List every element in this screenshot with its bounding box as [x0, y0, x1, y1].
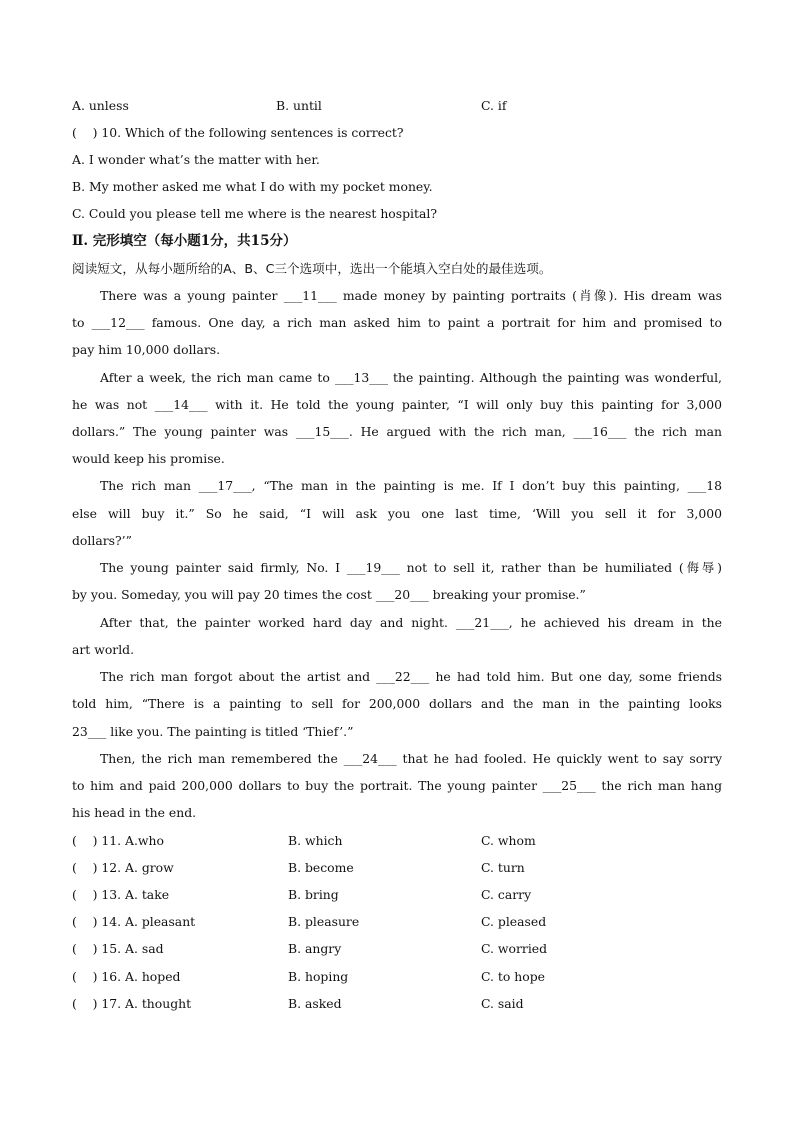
- section-instructions: 阅读短文，从每小题所给的A、B、C三个选项中，选出一个能填入空白处的最佳选项。: [72, 261, 552, 276]
- question-option-c: C. to hope: [481, 969, 545, 984]
- q10-option-a: A. I wonder what’s the matter with her.: [72, 152, 320, 167]
- question-option-c: C. carry: [481, 887, 532, 902]
- passage-line: would keep his promise.: [72, 451, 225, 466]
- q10-option-b: B. My mother asked me what I do with my pocket money.: [72, 179, 433, 194]
- question-option-b: B. bring: [288, 887, 339, 902]
- passage-line: by you. Someday, you will pay 20 times the cost ___20___ breaking your promise.”: [72, 587, 586, 602]
- question-option-c: C. pleased: [481, 914, 547, 929]
- passage-line: art world.: [72, 642, 135, 657]
- q9-option-b: B. until: [276, 98, 322, 113]
- question-option-c: C. said: [481, 996, 524, 1011]
- passage-line: he was not ___14___ with it. He told the young painter, “I will only buy this painting for 3,000: [72, 397, 722, 412]
- passage-line: to him and paid 200,000 dollars to buy the portrait. The young painter ___25___ the rich man hang: [72, 778, 722, 793]
- passage-line: told him, “There is a painting to sell for 200,000 dollars and the man in the painting looks: [72, 696, 722, 711]
- passage-line: pay him 10,000 dollars.: [72, 342, 221, 357]
- question-stem: ( ) 14. A. pleasant: [72, 914, 196, 929]
- passage-line: else will buy it.” So he said, “I will ask you one last time, ‘Will you sell it for 3,000: [72, 506, 722, 521]
- question-stem: ( ) 15. A. sad: [72, 941, 164, 956]
- q9-option-c: C. if: [481, 98, 507, 113]
- question-option-b: B. pleasure: [288, 914, 360, 929]
- question-option-b: B. which: [288, 833, 343, 848]
- passage-line: dollars.” The young painter was ___15___. He argued with the rich man, ___16___ the rich man: [72, 424, 722, 439]
- passage-line: 23___ like you. The painting is titled ‘Thief’.”: [72, 724, 354, 739]
- passage-line: There was a young painter ___11___ made money by painting portraits (肖像). His dream was: [100, 288, 722, 303]
- passage-line: The rich man forgot about the artist and ___22___ he had told him. But one day, some friends: [100, 669, 722, 684]
- question-option-b: B. become: [288, 860, 354, 875]
- question-option-c: C. whom: [481, 833, 536, 848]
- question-option-b: B. angry: [288, 941, 342, 956]
- passage-line: dollars?’”: [72, 533, 132, 548]
- passage-line: to ___12___ famous. One day, a rich man asked him to paint a portrait for him and promised to: [72, 315, 722, 330]
- passage-line: The young painter said firmly, No. I ___19___ not to sell it, rather than be humiliated (侮辱): [100, 560, 722, 575]
- question-stem: ( ) 12. A. grow: [72, 860, 174, 875]
- passage-line: his head in the end.: [72, 805, 197, 820]
- question-option-c: C. worried: [481, 941, 548, 956]
- question-option-b: B. hoping: [288, 969, 349, 984]
- passage-line: Then, the rich man remembered the ___24___ that he had fooled. He quickly went to say sorry: [100, 751, 722, 766]
- q10-option-c: C. Could you please tell me where is the nearest hospital?: [72, 206, 437, 221]
- question-stem: ( ) 16. A. hoped: [72, 969, 181, 984]
- question-option-b: B. asked: [288, 996, 342, 1011]
- q10-prompt: ( ) 10. Which of the following sentences is correct?: [72, 125, 404, 140]
- passage-line: After that, the painter worked hard day and night. ___21___, he achieved his dream in the: [100, 615, 722, 630]
- question-stem: ( ) 11. A.who: [72, 833, 164, 848]
- passage-line: After a week, the rich man came to ___13___ the painting. Although the painting was wonderful,: [100, 370, 722, 385]
- question-stem: ( ) 13. A. take: [72, 887, 170, 902]
- question-option-c: C. turn: [481, 860, 525, 875]
- passage-line: The rich man ___17___, “The man in the painting is me. If I don’t buy this painting, ___18: [100, 478, 722, 493]
- section-heading: Ⅱ. 完形填空（每小题1分，共15分）: [72, 233, 297, 249]
- question-stem: ( ) 17. A. thought: [72, 996, 192, 1011]
- q9-option-a: A. unless: [72, 98, 129, 113]
